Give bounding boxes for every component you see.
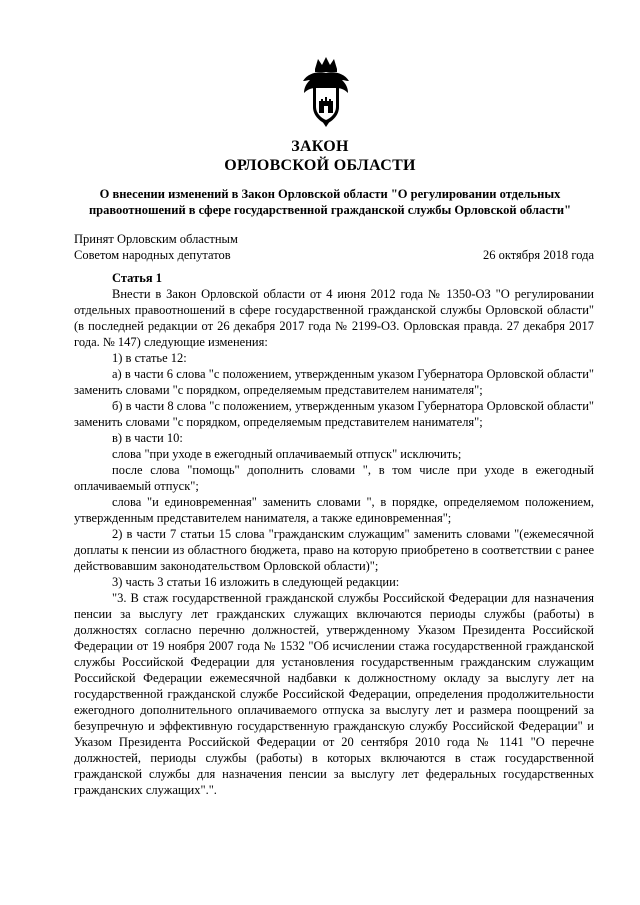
adoption-block	[74, 231, 594, 263]
document-type-title: ЗАКОН	[291, 138, 349, 155]
law-subject-line: О внесении изменений в Закон Орловской области "О регулировании отдельных	[99, 187, 561, 201]
adoption-line: Принят Орловским областным	[74, 232, 238, 246]
article-heading: Статья 1	[112, 271, 162, 285]
article-paragraph: б) в части 8 слова "с положением, утвержденным указом Губернатора Орловской области" заменить словами "с порядком, определяемым представителем нанимателя";	[74, 399, 594, 429]
article-paragraph: слова "при уходе в ежегодный оплачиваемый отпуск" исключить;	[112, 447, 462, 461]
article-paragraph: после слова "помощь" дополнить словами ", в том числе при уходе в ежегодный оплачиваемый отпуск";	[74, 463, 594, 493]
article-body	[74, 270, 594, 798]
article-paragraph: в) в части 10:	[112, 431, 183, 445]
article-paragraph: а) в части 6 слова "с положением, утвержденным указом Губернатора Орловской области" заменить словами "с порядком, определяемым представителем нанимателя";	[74, 367, 594, 397]
law-subject	[70, 186, 590, 218]
article-paragraph: 3) часть 3 статьи 16 изложить в следующей редакции:	[112, 575, 400, 589]
coat-of-arms-icon	[300, 55, 352, 127]
issuer-title: ОРЛОВСКОЙ ОБЛАСТИ	[224, 157, 416, 174]
article-paragraph: слова "и единовременная" заменить словами ", в порядке, определяемом положением, утвержденным представителем нанимателя, а также единовременная";	[74, 495, 594, 525]
article-paragraph: Внести в Закон Орловской области от 4 июня 2012 года № 1350-ОЗ "О регулировании отдельных правоотношений в сфере государственной гражданской службы Орловской области" (в последней редакции от 26 декабря 2017 года № 2199-ОЗ. Орловская правда. 27 декабря 2017 года. № 147) следующие изменения:	[74, 287, 594, 349]
adoption-line: Советом народных депутатов	[74, 248, 231, 262]
article-paragraph: 2) в части 7 статьи 15 слова "гражданским служащим" заменить словами "(ежемесячной доплаты к пенсии из областного бюджета, право на которую приобретено в соответствии с ранее действовавшим законодательством Орловской области)";	[74, 527, 594, 573]
law-subject-line: правоотношений в сфере государственной гражданской службы Орловской области"	[88, 203, 572, 217]
adoption-date: 26 октября 2018 года	[482, 248, 594, 262]
article-paragraph: 1) в статье 12:	[112, 351, 187, 365]
article-paragraph: "3. В стаж государственной гражданской службы Российской Федерации для назначения пенсии за выслугу лет гражданских служащих включаются периоды службы (работы) в должностях согласно перечню должностей, утвержденному Указом Президента Российской Федерации от 19 ноября 2007 года № 1532 "Об исчислении стажа государственной гражданской службы Российской Федерации для установления государственным гражданским служащим Российской Федерации ежемесячной надбавки к должностному окладу за выслугу лет на государственной гражданской службе Российской Федерации, определения продолжительности ежегодного дополнительного оплачиваемого отпуска за выслугу лет и размера поощрений за безупречную и эффективную государственную гражданскую службу Российской Федерации" и Указом Президента Российской Федерации от 20 сентября 2010 года № 1141 "О перечне должностей, периоды службы (работы) в которых включаются в стаж государственной гражданской службы для назначения пенсии за выслугу лет федеральных государственных гражданских служащих".".	[74, 591, 594, 797]
